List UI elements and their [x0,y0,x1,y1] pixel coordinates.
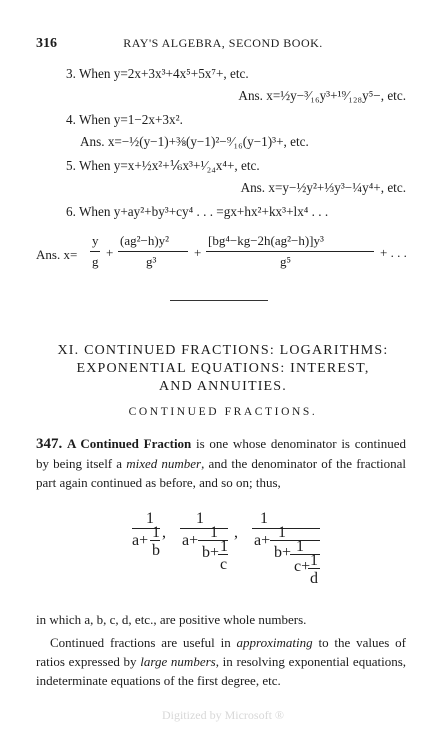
cf-bar [218,554,228,555]
fraction-bar [206,251,374,252]
cf-numerator: 1 [146,510,154,527]
example-6-answer [36,233,416,281]
defined-term: A Continued Fraction [66,436,192,451]
page-header [36,36,410,54]
cf-term: a+ [182,532,199,549]
cf-bar [308,568,320,569]
example-3-answer: Ans. x=½y−³⁄₁₆y³+¹⁹⁄₁₂₈y⁵−, etc. [238,88,406,103]
example-4-given [66,112,183,128]
paragraph-text: Continued fractions are useful in [50,635,237,650]
example-text: When y=2x+3x³+4x⁵+5x⁷+, etc. [78,66,249,81]
example-text: When y+ay²+by³+cy⁴ . . . =gx+hx²+kx³+lx⁴ . . . [78,204,329,219]
cf-term: a+ [254,532,271,549]
answer-prefix: Ans. x= [36,247,78,262]
example-3-given [66,66,249,82]
example-5-answer: Ans. x=y−½y²+⅓y³−¼y⁴+, etc. [240,180,406,195]
section-rule [170,300,268,301]
plus-sign: + [106,245,114,260]
fraction-numerator: [bg⁴−kg−2h(ag²−h)]y³ [208,233,324,248]
cf-numerator: 1 [278,524,286,541]
fraction-denominator: g³ [146,254,157,269]
cf-term: b [152,542,160,559]
cf-numerator: 1 [296,538,304,555]
cf-bar [252,528,320,529]
cf-bar [150,540,160,541]
example-number: 5. [66,158,76,173]
plus-sign: + [194,245,202,260]
series-tail: + . . . [380,245,407,260]
page-number: 316 [36,36,57,51]
cf-numerator: 1 [152,524,160,541]
cf-numerator: 1 [310,552,318,569]
fraction-denominator: g⁵ [280,254,292,269]
example-5-given [66,158,260,174]
fraction-bar [118,251,188,252]
example-number: 6. [66,204,76,219]
cf-term: c+ [294,558,311,575]
cf-bar [180,528,228,529]
cf-term: a+ [132,532,149,549]
example-4-answer: Ans. x=−½(y−1)+⅜(y−1)²−⁹⁄₁₆(y−1)³+, etc. [80,134,309,149]
cf-term: b+ [202,544,220,561]
paragraph-text: is one whose denominator is continued by being itself a [36,436,406,471]
fraction-numerator: y [92,233,99,248]
paragraph-uses [36,633,406,690]
cf-term: b+ [274,544,292,561]
continued-fraction-1 [132,510,172,605]
fraction-denominator: g [92,254,99,269]
section-heading: CONTINUED FRACTIONS. [128,406,318,418]
fraction-numerator: (ag²−h)y² [120,233,170,248]
paragraph-text: , in resolving exponential equations, indeterminate equations of the first degree, etc. [36,654,407,688]
cf-numerator: 1 [196,510,204,527]
cf-numerator: 1 [220,538,228,555]
emphasis: large numbers [140,654,216,669]
chapter-title-line-1: XI. CONTINUED FRACTIONS: LOGARITHMS: [57,343,389,358]
example-number: 3. [66,66,76,81]
chapter-title-line-3: AND ANNUITIES. [158,379,287,394]
article-number: 347. [36,436,63,452]
continued-fraction-3 [252,510,332,605]
example-text: When y=x+½x²+⅙x³+¹⁄₂₄x⁴+, etc. [78,158,260,173]
cf-numerator: 1 [210,524,218,541]
cf-term: c [220,556,228,573]
definition-note: in which a, b, c, d, etc., are positive whole numbers. [36,612,307,627]
example-number: 4. [66,112,76,127]
continued-fraction-2 [180,510,240,605]
emphasis: approximating [236,635,313,650]
comma: , [234,524,238,541]
cf-numerator: 1 [260,510,268,527]
running-title: RAY'S ALGEBRA, SECOND BOOK. [123,36,323,50]
example-6-given [66,204,328,220]
example-text: When y=1−2x+3x². [78,112,183,127]
paragraph-text: to the values of ratios expressed by [36,635,406,669]
paragraph-347 [36,434,406,492]
chapter-title-line-2: EXPONENTIAL EQUATIONS: INTEREST, [76,361,370,376]
cf-term: d [310,570,318,587]
digitization-watermark: Digitized by Microsoft ® [161,708,285,722]
paragraph-text: , and the denominator of the fractional part again continued as before, and so on; thus, [36,456,406,490]
emphasis: mixed number [126,456,202,471]
cf-bar [270,540,320,541]
fraction-bar [90,251,100,252]
comma: , [162,524,166,541]
